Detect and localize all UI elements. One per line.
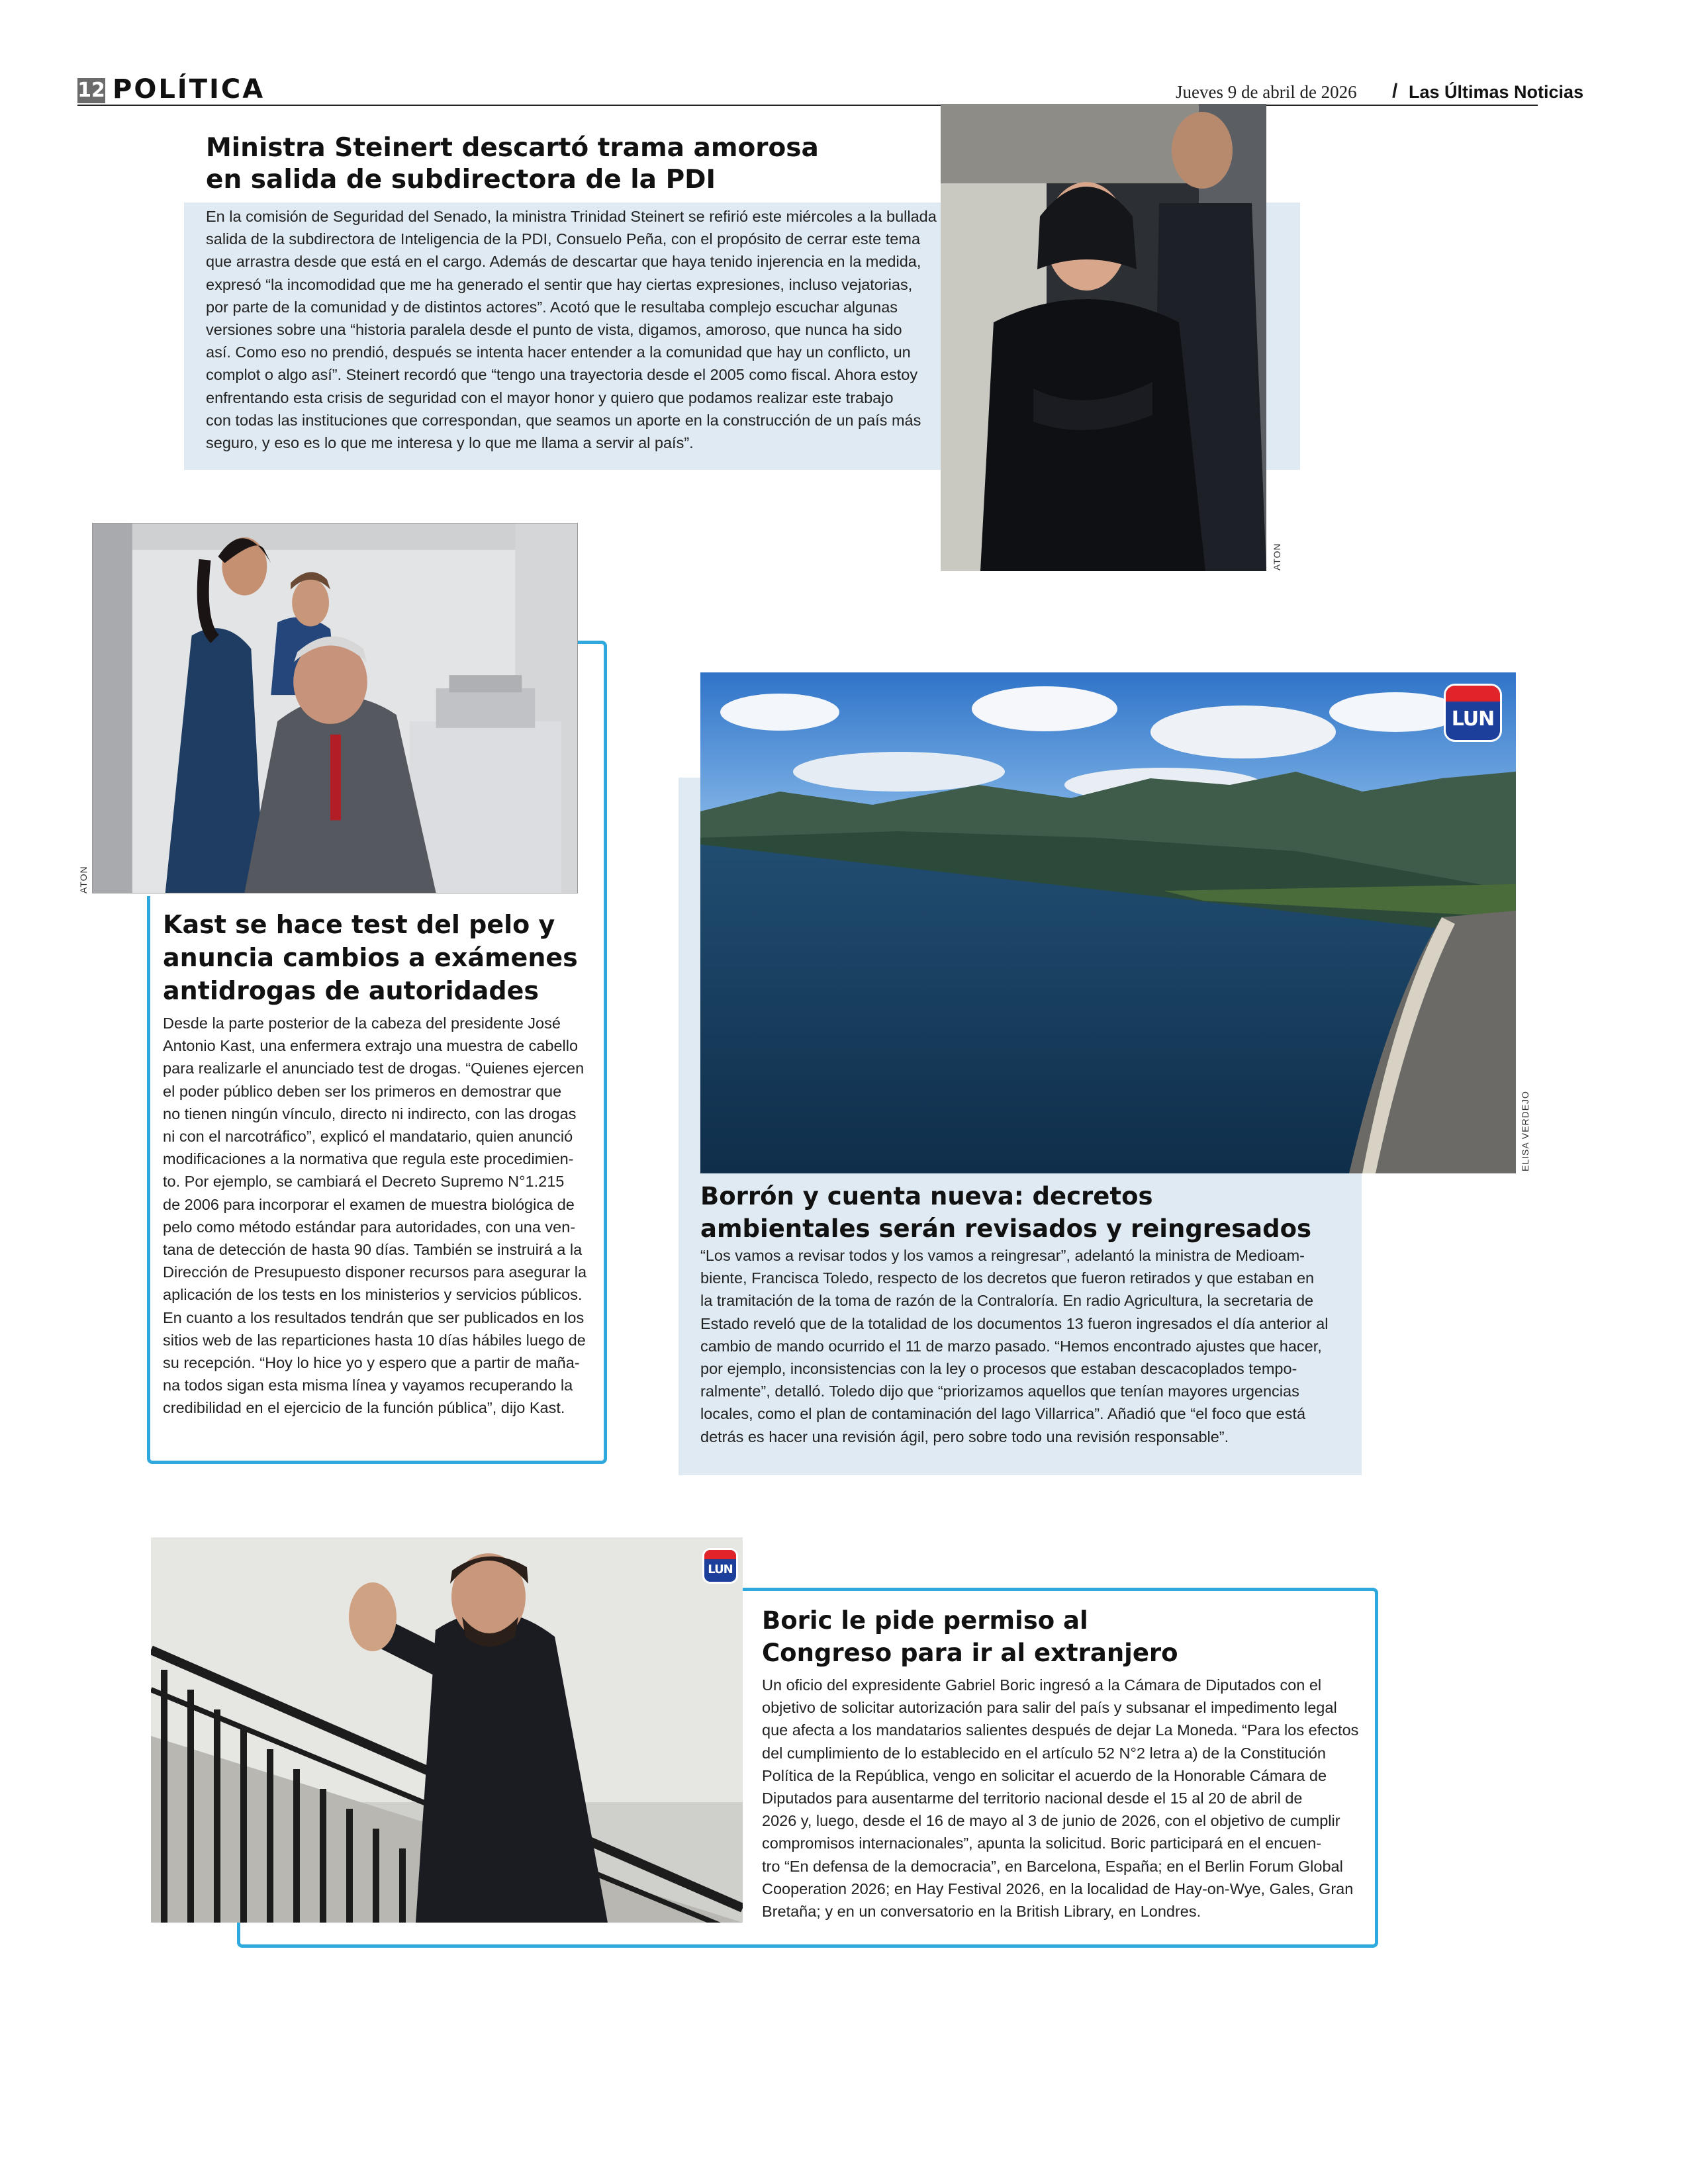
body-line: na todos sigan esta misma línea y vayamos recuperando la	[163, 1377, 573, 1394]
issue-date: Jueves 9 de abril de 2026	[1176, 82, 1357, 102]
body-line: que afecta a los mandatarios salientes después de dejar La Moneda. “Para los efectos	[762, 1721, 1359, 1739]
kast-photo-credit: ATON	[78, 866, 89, 893]
decretos-lake-photo	[700, 672, 1516, 1173]
body-line: objetivo de solicitar autorización para salir del país y subsanar el impedimento legal	[762, 1699, 1337, 1717]
steinert-headline-line: en salida de subdirectora de la PDI	[206, 164, 716, 195]
body-line: Estado reveló que de la totalidad de los documentos 13 fueron ingresados el día anterior al	[700, 1314, 1329, 1332]
body-line: to. Por ejemplo, se cambiará el Decreto Supremo N°1.215	[163, 1173, 565, 1191]
kast-headline-line: Kast se hace test del pelo y	[163, 910, 555, 939]
body-line: Bretaña; y en un conversatorio en la British Library, en Londres.	[762, 1903, 1201, 1921]
body-line: credibilidad en el ejercicio de la función pública”, dijo Kast.	[163, 1399, 565, 1417]
newspaper-name: Las Últimas Noticias	[1409, 82, 1584, 102]
body-line: tana de detección de hasta 90 días. También se instruirá a la	[163, 1241, 583, 1259]
decretos-headline-line: Borrón y cuenta nueva: decretos	[700, 1182, 1153, 1210]
decretos-headline-line: ambientales serán revisados y reingresados	[700, 1214, 1312, 1243]
body-line: versiones sobre una “historia paralela desde el punto de vista, digamos, amoroso, que nunca ha sido	[206, 321, 902, 339]
body-line: Cooperation 2026; en Hay Festival 2026, en la localidad de Hay-on-Wye, Gales, Gran	[762, 1880, 1354, 1897]
body-line: aplicación de los tests en los ministerios y servicios públicos.	[163, 1286, 583, 1304]
kast-body	[163, 1012, 600, 1420]
body-line: sitios web de las reparticiones hasta 10 días hábiles luego de	[163, 1331, 586, 1349]
body-line: pelo como método estándar para autoridades, con una ven-	[163, 1218, 576, 1236]
body-line: compromisos internacionales”, apunta la solicitud. Boric participará en el encuen-	[762, 1835, 1322, 1852]
body-line: Desde la parte posterior de la cabeza del presidente José	[163, 1015, 561, 1032]
body-line: Dirección de Presupuesto disponer recursos para asegurar la	[163, 1263, 587, 1281]
boric-headline	[762, 1604, 1178, 1669]
body-line: ralmente”, detalló. Toledo dijo que “priorizamos aquellos que tenían mayores urgencias	[700, 1383, 1299, 1400]
body-line: no tienen ningún vínculo, directo ni indirecto, con las drogas	[163, 1105, 577, 1122]
body-line: su recepción. “Hoy lo hice yo y espero que a partir de maña-	[163, 1354, 580, 1372]
body-line: para realizarle el anunciado test de drogas. “Quienes ejercen	[163, 1060, 585, 1077]
header-rule	[77, 105, 1538, 106]
body-line: por ejemplo, inconsistencias con la ley o procesos que estaban descacoplados tempo-	[700, 1360, 1297, 1378]
lun-logo-text: LUN	[708, 1563, 733, 1576]
body-line: En la comisión de Seguridad del Senado, la ministra Trinidad Steinert se refirió este miércoles a la bullada	[206, 208, 937, 225]
body-line: Política de la República, vengo en solicitar el acuerdo de la Honorable Cámara de	[762, 1766, 1327, 1784]
body-line: biente, Francisca Toledo, respecto de los decretos que fueron retirados y que estaban en	[700, 1269, 1315, 1287]
steinert-photo	[941, 104, 1266, 571]
body-line: expresó “la incomodidad que me ha generado el sentir que hay ciertas expresiones, incluso vejatorias,	[206, 275, 913, 293]
lun-logo-text: LUN	[1451, 707, 1495, 731]
body-line: de 2006 para incorporar el examen de muestra biológica de	[163, 1195, 575, 1213]
body-line: salida de la subdirectora de Inteligencia de la PDI, Consuelo Peña, con el propósito de cerrar este tema	[206, 230, 921, 248]
boric-headline-line: Congreso para ir al extranjero	[762, 1639, 1178, 1667]
body-line: locales, como el plan de contaminación del lago Villarrica”. Añadió que “el foco que está	[700, 1405, 1306, 1423]
steinert-photo-credit: ATON	[1272, 543, 1282, 570]
body-line: “Los vamos a revisar todos y los vamos a reingresar”, adelantó la ministra de Medioam-	[700, 1247, 1305, 1264]
body-line: por parte de la comunidad y de distintos actores”. Acotó que le resultaba complejo escuchar algunas	[206, 298, 898, 316]
body-line: modificaciones a la normativa que regula este procedimien-	[163, 1150, 574, 1168]
body-line: Un oficio del expresidente Gabriel Boric ingresó a la Cámara de Diputados con el	[762, 1676, 1322, 1694]
lun-logo-top	[704, 1550, 736, 1559]
body-line: complot o algo así”. Steinert recordó que “tengo una trayectoria desde el 2005 como fiscal. Ahora estoy	[206, 366, 918, 384]
body-line: tro “En defensa de la democracia”, en Barcelona, España; en el Berlin Forum Global	[762, 1857, 1343, 1875]
body-line: con todas las instituciones que correspondan, que seamos un aporte en la construcción de un país más	[206, 411, 921, 429]
kast-photo	[92, 523, 578, 893]
body-line: del cumplimiento de lo establecido en el artículo 52 N°2 letra a) de la Constitución	[762, 1744, 1326, 1762]
kast-headline-line: antidrogas de autoridades	[163, 976, 539, 1005]
body-line: 2026 y, luego, desde el 16 de mayo al 3 de junio de 2026, con el objetivo de cumplir	[762, 1812, 1340, 1830]
body-line: detrás es hacer una revisión ágil, pero sobre todo una revisión responsable”.	[700, 1428, 1229, 1445]
section-title: POLÍTICA	[113, 74, 265, 105]
kast-headline	[163, 908, 578, 1007]
lun-logo	[1446, 686, 1500, 740]
body-line: ni con el narcotráfico”, explicó el mandatario, quien anunció	[163, 1128, 573, 1146]
body-line: enfrentando esta crisis de seguridad con el mayor honor y quiero que podamos realizar este trabajo	[206, 388, 894, 406]
body-line: cambio de mando ocurrido el 11 de marzo pasado. “Hemos encontrado ajustes que hacer,	[700, 1337, 1322, 1355]
body-line: el poder público deben ser los primeros en demostrar que	[163, 1082, 562, 1100]
header-separator: /	[1392, 80, 1398, 102]
steinert-headline-line: Ministra Steinert descartó trama amorosa	[206, 133, 819, 163]
steinert-body	[206, 205, 937, 454]
page-number: 12	[77, 79, 105, 102]
lun-logo-top	[1446, 686, 1500, 702]
body-line: la tramitación de la toma de razón de la Contraloría. En radio Agricultura, la secretaria de	[700, 1292, 1314, 1310]
body-line: Diputados para ausentarme del territorio nacional desde el 15 al 20 de abril de	[762, 1790, 1303, 1807]
body-line: que arrastra desde que está en el cargo. Además de descartar que haya tenido injerencia en la medida,	[206, 253, 921, 271]
boric-headline-line: Boric le pide permiso al	[762, 1606, 1088, 1635]
body-line: seguro, y eso es lo que me interesa y lo que me llama a servir al país”.	[206, 434, 694, 452]
body-line: Antonio Kast, una enfermera extrajo una muestra de cabello	[163, 1037, 579, 1055]
kast-headline-line: anuncia cambios a exámenes	[163, 943, 578, 972]
boric-body	[762, 1674, 1364, 1923]
body-line: así. Como eso no prendió, después se intenta hacer entender a la comunidad que hay un conflicto, un	[206, 343, 911, 361]
decretos-body	[700, 1244, 1349, 1448]
decretos-photo-credit: ELISA VERDEJO	[1520, 1091, 1530, 1171]
steinert-headline	[206, 132, 819, 195]
decretos-headline	[700, 1180, 1311, 1245]
lun-logo	[704, 1550, 736, 1582]
body-line: En cuanto a los resultados tendrán que ser publicados en los	[163, 1308, 585, 1326]
boric-photo	[151, 1537, 743, 1923]
